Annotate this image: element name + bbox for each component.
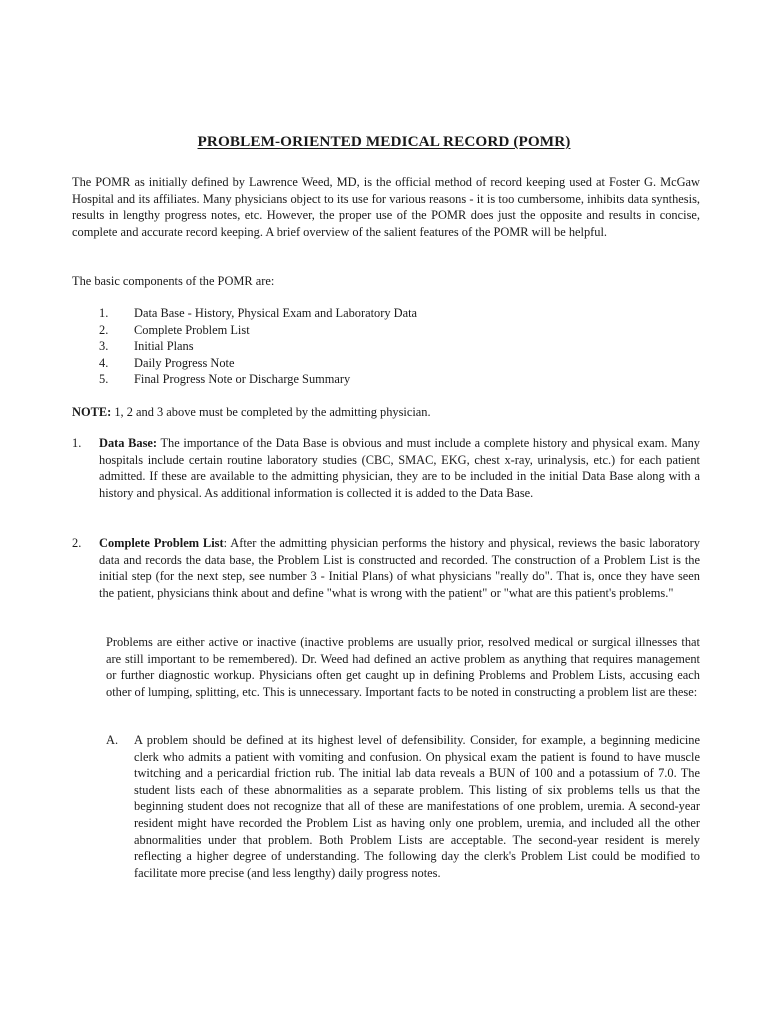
- note-text: 1, 2 and 3 above must be completed by the admitting physician.: [111, 405, 431, 419]
- list-item: [99, 355, 417, 372]
- components-intro: The basic components of the POMR are:: [72, 274, 275, 288]
- list-item: [99, 305, 417, 322]
- list-item: [99, 338, 417, 355]
- list-item-number: 1.: [99, 306, 109, 320]
- section-text: : After the admitting physician performs the history and physical, reviews the basic laboratory data and records the data base, the Problem List is constructed and recorded. The construction of a Problem List is the initial step (for the next step, see number 3 - Initial Plans) of what physicians "really do". That is, once they have seen the patient, physicians think about and define "what is wrong with the patient" or "what are this patient's problems.": [99, 536, 701, 600]
- list-item-text: Initial Plans: [134, 339, 194, 354]
- list-item: [99, 371, 417, 388]
- section-number: 2.: [72, 536, 82, 550]
- section-body: [99, 535, 700, 601]
- subsection-a: [106, 732, 700, 881]
- list-item-number: 5.: [99, 372, 109, 387]
- note-paragraph: [72, 404, 700, 421]
- section-body: [99, 435, 700, 501]
- list-item-number: 3.: [99, 339, 109, 354]
- list-item-text: Data Base - History, Physical Exam and Laboratory Data: [134, 306, 418, 320]
- subsection-letter: A.: [106, 733, 119, 747]
- section-text: The importance of the Data Base is obvious and must include a complete history and physical exam. Many hospitals include certain routine laboratory studies (CBC, SMAC, EKG, chest x-ray, urinalysis, etc.) for each patient admitted. If these are available to the admitting physician, they are to be included in the initial Data Base along with a history and physical. As additional information is collected it is added to the Data Base.: [99, 436, 700, 500]
- section-heading: Complete Problem List: [99, 536, 224, 550]
- list-item-number: 2.: [99, 322, 109, 337]
- section-data-base: [72, 435, 700, 501]
- list-item-text: Complete Problem List: [134, 322, 250, 337]
- list-item-text: Final Progress Note or Discharge Summary: [134, 372, 351, 387]
- document-title: PROBLEM-ORIENTED MEDICAL RECORD (POMR): [197, 133, 571, 150]
- section-number: 1.: [72, 436, 82, 450]
- components-list: [99, 305, 417, 388]
- list-item: [99, 322, 417, 339]
- section-heading: Data Base:: [99, 436, 158, 450]
- note-label: NOTE:: [72, 405, 112, 419]
- list-item-number: 4.: [99, 355, 109, 370]
- problems-paragraph: Problems are either active or inactive (inactive problems are usually prior, resolved medical or surgical illnesses that are still important to be remembered). Dr. Weed had defined an active problem as anything that requires management or further diagnostic workup. Physicians often get caught up in defining Problems and Problem Lists, accusing each other of lumping, splitting, etc. This is unnecessary. Important facts to be noted in constructing a problem list are these:: [106, 635, 700, 699]
- section-complete-problem-list: [72, 535, 700, 601]
- list-item-text: Daily Progress Note: [134, 355, 235, 370]
- intro-paragraph: The POMR as initially defined by Lawrence Weed, MD, is the official method of record keeping used at Foster G. McGaw Hospital and its affiliates. Many physicians object to its use for various reasons - it is too cumbersome, inhibits data synthesis, results in lengthy progress notes, etc. However, the proper use of the POMR does just the opposite and results in concise, complete and accurate record keeping. A brief overview of the salient features of the POMR will be helpful.: [72, 175, 700, 239]
- subsection-text: A problem should be defined at its highest level of defensibility. Consider, for example, a beginning medicine clerk who admits a patient with vomiting and confusion. On physical exam the patient is found to have muscle twitching and a pericardial friction rub. The initial lab data reveals a BUN of 100 and a potassium of 7.0. The student lists each of these abnormalities as a separate problem. This listing of six problems tells us that the beginning student does not recognize that all of these are manifestations of one problem, uremia. A second-year resident might have recorded the Problem List as having only one problem, uremia, and included all the other abnormalities under that problem. Both Problem Lists are acceptable. The second-year resident is merely reflecting a higher degree of understanding. The following day the clerk's Problem List could be modified to facilitate more precise (and less lengthy) daily progress notes.: [134, 733, 700, 880]
